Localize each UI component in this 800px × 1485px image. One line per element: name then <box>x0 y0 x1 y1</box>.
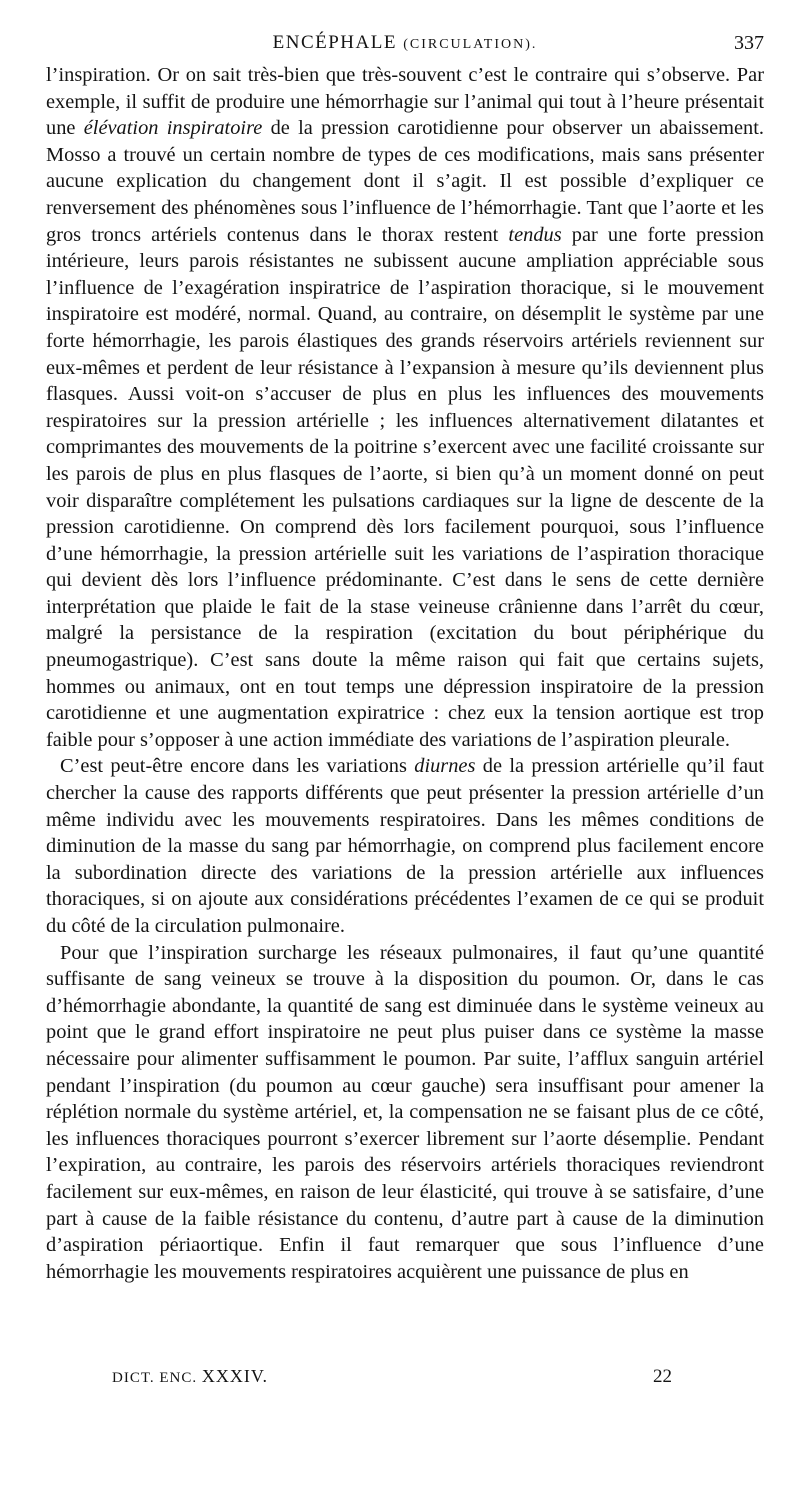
page-number: 337 <box>734 32 764 54</box>
running-head-subtitle: (CIRCULATION). <box>403 37 538 52</box>
footer-signature: DICT. ENC. <box>112 1370 198 1386</box>
page-footer <box>112 1366 672 1392</box>
footer-signature-line <box>112 1366 268 1387</box>
italic-phrase: élévation inspiratoire <box>83 117 263 140</box>
italic-phrase: diurnes <box>414 755 476 778</box>
paragraph-3 <box>46 940 764 1286</box>
running-head-title: ENCÉPHALE <box>272 32 397 53</box>
text-run: de la pression carotidienne pour observer un abaissement. Mosso a trouvé un certain nombre de types de ces modifications, mais sans présenter aucune explication du changement dont il s’agit. Il est possible d’expliquer ce renversement des phénomènes sous l’influence de l’hémorrhagie. Tant que l’aorte et les gros troncs artériels contenus dans le thorax restent <box>46 117 764 246</box>
running-head-title-line <box>46 32 764 54</box>
text-run: l’inspiration. Or on sait très-bien que très-souvent c’est le contraire qui s’observe. Par exemple, il suffit de produire une hémorrhagie sur l’animal qui tout à l’heure présentait une <box>46 64 764 140</box>
text-run: par une forte pression intérieure, leurs parois résistantes ne subissent aucune ampliation appréciable sous l’influence de l’exagération inspiratrice de l’aspiration thoracique, si le mouvement inspiratoire est modéré, normal. Quand, au contraire, on désemplit le système par une forte hémorrhagie, les parois élastiques des grands réservoirs artériels reviennent sur eux-mêmes et perdent de leur résistance à l’expansion à mesure qu’ils deviennent plus flasques. Aussi voit-on s’accuser de plus en plus les influences des mouvements respiratoires sur la pression artérielle ; les influences alternativement dilatantes et comprimantes des mouvements de la poitrine s’exercent avec une facilité croissante sur les parois de plus en plus flasques de l’aorte, si bien qu’à un moment donné on peut voir disparaître complétement les pulsations cardiaques sur la ligne de descente de la pression carotidienne. On comprend dès lors facilement pourquoi, sous l’influence d’une hémorrhagie, la pression artérielle suit les variations de l’aspiration thoracique qui devient dès lors l’influence prédominante. C’est dans le sens de cette dernière interprétation que plaide le fait de la stase veineuse crânienne dans l’arrêt du cœur, malgré la persistance de la respiration (excitation du bout périphérique du pneumogastrique). C’est sans doute la même raison qui fait que certains sujets, hommes ou animaux, ont en tout temps une dépression inspiratoire de la pression carotidienne et une augmentation expiratrice : chez eux la tension aortique est trop faible pour s’opposer à une action immédiate des variations de l’aspiration pleurale. <box>46 223 764 751</box>
running-head <box>46 32 764 62</box>
text-run: Pour que l’inspiration surcharge les réseaux pulmonaires, il faut qu’une quantité suffisante de sang veineux se trouve à la disposition du poumon. Or, dans le cas d’hémorrhagie abondante, la quantité de sang est diminuée dans le système veineux au point que le grand effort inspiratoire ne peut plus puiser dans ce système la masse nécessaire pour alimenter suffisamment le poumon. Par suite, l’afflux sanguin artériel pendant l’inspiration (du poumon au cœur gauche) sera insuffisant pour amener la réplétion normale du système artériel, et, la compensation ne se faisant plus de ce côté, les influences thoraciques pourront s’exercer librement sur l’aorte désemplie. Pendant l’expiration, au contraire, les parois des réservoirs artériels thoraciques reviendront facilement sur eux-mêmes, en raison de leur élasticité, qui trouve à se satisfaire, d’une part à cause de la faible résistance du contenu, d’autre part à cause de la diminution d’aspiration périaortique. Enfin il faut remarquer que sous l’influence d’une hémorrhagie les mouvements respiratoires acquièrent une puissance de plus en <box>46 941 764 1283</box>
footer-sheet-number: 22 <box>653 1366 672 1387</box>
paragraph-2 <box>46 753 764 939</box>
paragraph-1 <box>46 62 764 753</box>
text-run: C’est peut-être encore dans les variations <box>60 755 415 778</box>
italic-phrase: tendus <box>508 223 562 246</box>
body-text <box>46 62 764 1285</box>
footer-volume: XXXIV. <box>201 1366 269 1386</box>
text-run: de la pression artérielle qu’il faut chercher la cause des rapports différents que peut présenter la pression artérielle d’un même individu avec les mouvements respiratoires. Dans les mêmes conditions de diminution de la masse du sang par hémorrhagie, on comprend plus facilement encore la subordination directe des variations de la pression artérielle aux influences thoraciques, si on ajoute aux considérations précédentes l’examen de ce qui se produit du côté de la circulation pulmonaire. <box>46 755 764 937</box>
